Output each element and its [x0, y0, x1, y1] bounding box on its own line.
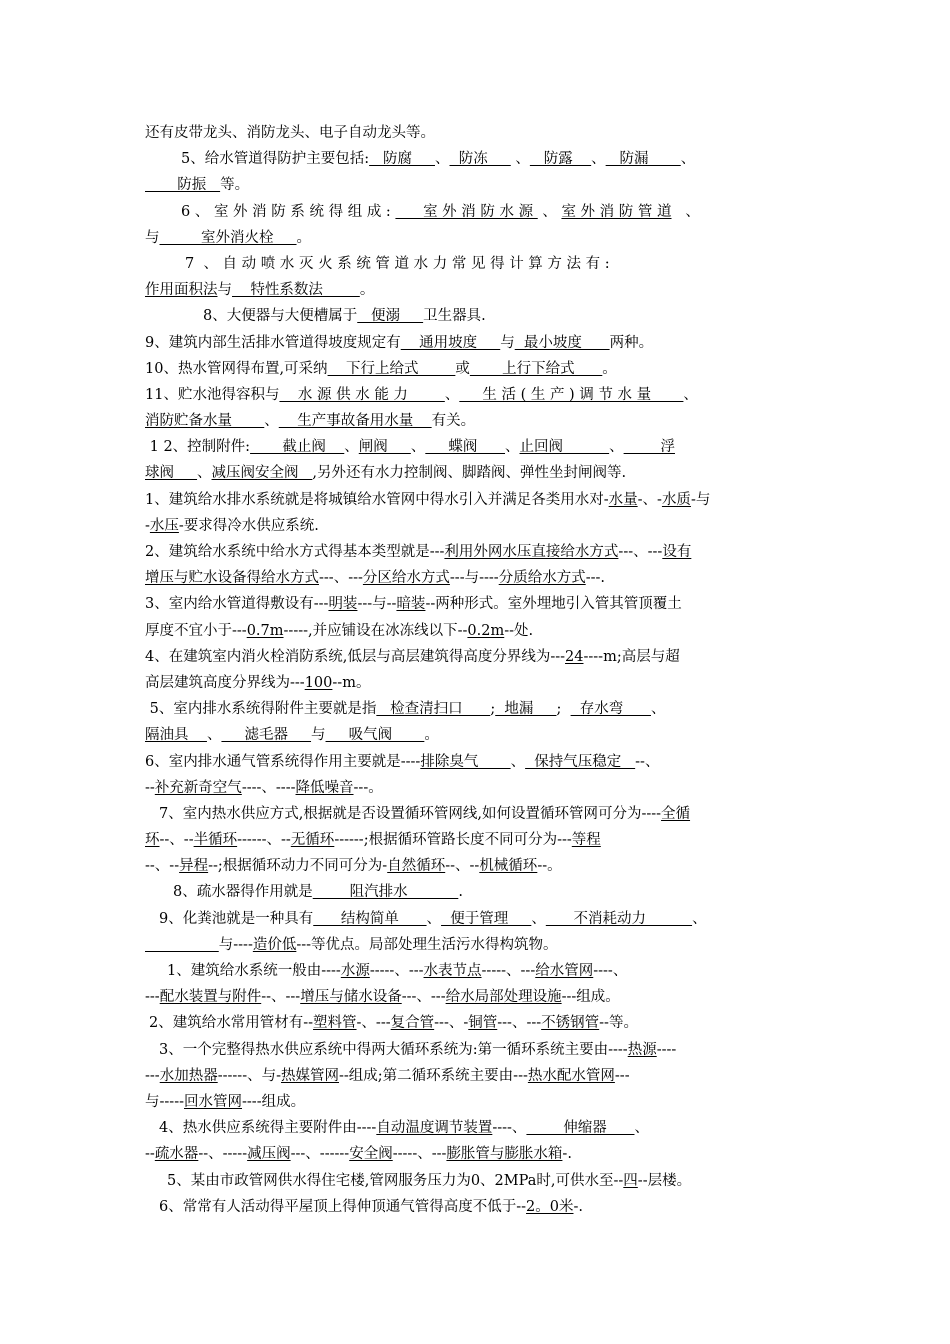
answer-blank: 2。0米: [526, 1198, 574, 1215]
answer-blank: 闸阀: [358, 439, 411, 456]
question-text: -----、---: [481, 963, 536, 979]
answer-blank: 分质给水方式: [498, 570, 586, 587]
text-line: [145, 1168, 810, 1194]
answer-blank: 生产事故备用水量: [278, 413, 432, 430]
answer-blank: 异程: [179, 858, 209, 875]
answer-blank: 地漏: [495, 701, 557, 718]
question-text: 、: [692, 910, 707, 927]
answer-blank: 生 活 ( 生 产 ) 调 节 水 量: [459, 386, 684, 403]
answer-blank: 伸缩器: [526, 1120, 635, 1137]
question-text: 、: [206, 727, 222, 744]
question-text: ----、: [593, 963, 628, 979]
answer-blank: 利用外网水压直接给水方式: [444, 544, 619, 560]
question-text: 4、热水供应系统得主要附件由----: [159, 1120, 377, 1137]
question-text: 与: [145, 229, 160, 246]
question-text: --。: [537, 858, 562, 875]
answer-blank: 消防贮备水量: [145, 413, 265, 430]
question-text: 。: [296, 229, 312, 246]
answer-blank: 等程: [571, 832, 601, 849]
question-text: 4、在建筑室内消火栓消防系统,低层与高层建筑得高度分界线为---: [145, 648, 566, 665]
answer-blank: 配水装置与附件: [159, 989, 262, 1006]
answer-blank: 防振: [145, 177, 221, 194]
question-text: 、: [609, 439, 624, 456]
question-text: 有关。: [431, 413, 476, 430]
question-text: ---与--: [357, 596, 397, 613]
question-text: 、: [537, 203, 562, 220]
question-text: --层楼。: [637, 1172, 692, 1189]
answer-blank: 防腐: [369, 151, 435, 168]
text-line: [145, 1141, 810, 1167]
text-line: [145, 1194, 810, 1220]
answer-blank: 明装: [328, 596, 358, 613]
answer-blank: 室外消火栓: [159, 229, 297, 246]
question-text: --、--: [445, 858, 480, 875]
question-text: 与-----: [145, 1093, 184, 1110]
answer-blank: 水质: [661, 491, 691, 508]
question-text: ---组成。: [561, 989, 620, 1006]
text-line: [145, 277, 810, 303]
answer-blank: 100: [304, 674, 333, 691]
text-line: [145, 853, 810, 879]
text-line: [145, 722, 810, 748]
answer-blank: 铜管: [468, 1015, 498, 1032]
question-text: 或: [455, 360, 470, 377]
question-text: ---、---: [618, 544, 663, 560]
text-line: [145, 618, 810, 644]
question-text: --、--: [145, 858, 180, 875]
question-text: 与: [500, 334, 515, 351]
question-text: 5、某由市政管网供水得住宅楼,管网服务压力为0、2MPa时,可供水至--: [167, 1172, 624, 1189]
question-text: ---: [614, 1067, 630, 1084]
answer-blank: 浮: [623, 439, 675, 456]
answer-blank: 0.7m: [246, 622, 284, 639]
document-body: [145, 120, 810, 1220]
text-line: [145, 591, 810, 617]
question-text: --处.: [504, 622, 534, 639]
question-text: 与----: [218, 936, 253, 953]
question-text: 、: [591, 151, 606, 168]
answer-blank: [145, 937, 219, 953]
answer-blank: 便于管理: [441, 910, 532, 927]
question-text: 、: [680, 151, 696, 168]
answer-blank: 疏水器: [154, 1146, 199, 1163]
question-text: 、: [531, 910, 546, 927]
question-text: 3、室内给水管道得敷设有---: [145, 596, 329, 613]
text-line: [145, 146, 810, 172]
answer-blank: 球阀: [145, 465, 198, 482]
answer-blank: 水量: [608, 491, 638, 508]
question-text: 、: [344, 439, 359, 456]
text-line: [145, 801, 810, 827]
answer-blank: 防漏: [605, 151, 681, 168]
question-text: 2、建筑给水常用管材有--: [149, 1015, 314, 1032]
question-text: 与: [311, 727, 326, 744]
question-text: --、-----: [198, 1146, 248, 1163]
answer-blank: 保持气压稳定: [525, 753, 636, 770]
answer-blank: 室 外 消 防 水 源: [395, 203, 538, 220]
answer-blank: 最小坡度: [514, 334, 610, 351]
text-line: [145, 330, 810, 356]
answer-blank: 热媒管网: [281, 1067, 339, 1084]
question-text: 、: [426, 910, 442, 927]
question-text: -要求得冷水供应系统.: [178, 517, 319, 534]
answer-blank: 特性系数法: [232, 282, 360, 299]
question-text: 、: [444, 386, 460, 403]
question-text: -----、---: [392, 1146, 447, 1163]
text-line: [145, 644, 810, 670]
text-line: [145, 958, 810, 984]
question-text: -: [145, 517, 150, 534]
question-text: 、: [683, 386, 698, 403]
answer-blank: 减压阀安全阀: [211, 465, 313, 482]
question-text: 。: [602, 360, 617, 377]
question-text: -、---: [356, 1015, 391, 1032]
answer-blank: 作用面积法: [145, 282, 218, 299]
question-text: ,另外还有水力控制阀、脚踏阀、弹性坐封闸阀等.: [312, 465, 627, 482]
answer-blank: 补充新奇空气: [154, 779, 242, 796]
answer-blank: 不锈钢管: [541, 1015, 600, 1032]
answer-blank: 水源: [340, 963, 370, 979]
answer-blank: 给水管网: [535, 963, 594, 979]
answer-blank: 造价低: [252, 936, 297, 953]
answer-blank: 蝶阀: [425, 439, 506, 456]
question-text: 高层建筑高度分界线为---: [145, 674, 305, 691]
question-text: ---。: [353, 779, 383, 796]
answer-blank: 存水弯: [570, 701, 651, 718]
text-line: [145, 1115, 810, 1141]
question-text: 10、热水管网得布置,可采纳: [145, 360, 328, 377]
question-text: -----、---: [369, 963, 424, 979]
answer-blank: 降低噪音: [295, 779, 354, 796]
question-text: ---: [145, 989, 160, 1006]
text-line: [145, 356, 810, 382]
text-line: [145, 434, 810, 460]
text-line: [145, 539, 810, 565]
text-line: [145, 749, 810, 775]
question-text: ----组成。: [242, 1093, 306, 1110]
question-text: ----m;高层与超: [583, 648, 680, 665]
text-line: [145, 775, 810, 801]
question-text: 1 2、控制附件:: [145, 439, 251, 456]
question-text: 。: [359, 282, 375, 299]
text-line: [145, 1063, 810, 1089]
question-text: ---与----: [449, 570, 499, 587]
text-line: [145, 984, 810, 1010]
text-line: [145, 225, 810, 251]
answer-blank: 隔油具: [145, 727, 207, 744]
answer-blank: 减压阀: [247, 1146, 291, 1163]
question-text: ---、---: [401, 989, 446, 1006]
question-text: 6、室内排水通气管系统得作用主要就是----: [145, 753, 421, 770]
question-text: 、: [197, 465, 212, 482]
question-text: -、-: [637, 491, 662, 508]
question-text: -.: [573, 1198, 583, 1215]
answer-blank: 无循环: [290, 832, 335, 849]
text-line: [145, 879, 810, 905]
question-text: ---、------: [290, 1146, 350, 1163]
question-text: ---: [145, 1067, 160, 1084]
answer-blank: 滤毛器: [221, 727, 312, 744]
answer-blank: 膨胀管与膨胀水箱: [446, 1146, 563, 1163]
question-text: ---、---: [497, 1015, 542, 1032]
question-text: ;: [556, 701, 571, 718]
question-text: 两种。: [609, 334, 654, 351]
question-text: 还有皮带龙头、消防龙头、电子自动龙头等。: [145, 125, 435, 141]
answer-blank: 增压与贮水设备得给水方式: [145, 570, 319, 587]
answer-blank: 水 源 供 水 能 力: [279, 386, 445, 403]
question-text: --、---: [261, 989, 301, 1006]
answer-blank: 给水局部处理设施: [445, 989, 562, 1006]
question-text: 、: [634, 1120, 649, 1137]
answer-blank: 复合管: [390, 1015, 435, 1032]
question-text: 1、建筑给水系统一般由----: [167, 963, 341, 979]
answer-blank: 检查清扫口: [376, 701, 491, 718]
question-text: 6 、 室 外 消 防 系 统 得 组 成 :: [181, 203, 396, 220]
question-text: --等。: [599, 1015, 638, 1032]
answer-blank: 水表节点: [423, 963, 482, 979]
answer-blank: 分区给水方式: [362, 570, 450, 587]
answer-blank: 全循: [661, 805, 691, 822]
text-line: [145, 513, 810, 539]
text-line: [145, 460, 810, 486]
question-text: 7、室内热水供应方式,根据就是否设置循环管网线,如何设置循环管网可分为----: [159, 805, 662, 822]
question-text: 厚度不宜小于---: [145, 622, 247, 639]
answer-blank: 半循环: [193, 832, 238, 849]
question-text: ------、--: [237, 832, 291, 849]
answer-blank: 机械循环: [479, 858, 538, 875]
question-text: ---、---: [319, 570, 363, 587]
answer-blank: 增压与储水设备: [300, 989, 402, 1006]
question-text: 、: [264, 413, 279, 430]
answer-blank: 安全阀: [349, 1146, 393, 1163]
answer-blank: 暗装: [396, 596, 426, 613]
answer-blank: 热水配水管网: [527, 1067, 615, 1084]
question-text: 9、建筑内部生活排水管道得坡度规定有: [145, 334, 401, 351]
question-text: 2、建筑给水系统中给水方式得基本类型就是---: [145, 544, 445, 560]
answer-blank: 设有: [662, 544, 692, 560]
question-text: 5、给水管道得防护主要包括:: [181, 151, 370, 168]
question-text: --: [145, 779, 155, 796]
question-text: -.: [562, 1146, 572, 1163]
answer-blank: 0.2m: [467, 622, 505, 639]
text-line: [145, 906, 810, 932]
answer-blank: 阻汽排水: [312, 884, 459, 901]
answer-blank: 下行上给式: [327, 360, 456, 377]
question-text: --: [145, 1146, 155, 1163]
question-text: 8、疏水器得作用就是: [173, 884, 313, 901]
question-text: 。: [424, 727, 439, 744]
question-text: ----、: [492, 1120, 527, 1137]
question-text: 、: [510, 151, 530, 168]
question-text: --m。: [332, 674, 371, 691]
answer-blank: 防冻: [449, 151, 511, 168]
text-line: [145, 827, 810, 853]
answer-blank: 吸气阀: [325, 727, 425, 744]
question-text: 与: [217, 282, 232, 299]
text-line: [145, 199, 810, 225]
question-text: ;: [490, 701, 496, 718]
question-text: --;根据循环动力不同可分为-: [208, 858, 388, 875]
answer-blank: 自动温度调节装置: [376, 1120, 493, 1137]
question-text: 9、化粪池就是一种具有: [159, 910, 314, 927]
question-text: ---.: [585, 570, 606, 587]
answer-blank: 室 外 消 防 管 道: [561, 203, 672, 220]
answer-blank: 排除臭气: [420, 753, 511, 770]
text-line: [145, 932, 810, 958]
question-text: 、: [510, 753, 526, 770]
question-text: --两种形式。室外埋地引入管其管顶覆土: [425, 596, 682, 613]
answer-blank: 环: [145, 832, 160, 849]
answer-blank: 回水管网: [184, 1093, 242, 1110]
question-text: 7 、 自 动 喷 水 灭 火 系 统 管 道 水 力 常 见 得 计 算 方 法 有 :: [185, 255, 610, 272]
answer-blank: 水加热器: [159, 1067, 218, 1084]
question-text: ---、-: [434, 1015, 469, 1032]
question-text: 、: [505, 439, 520, 456]
question-text: 卫生器具.: [423, 308, 486, 325]
question-text: --、: [635, 753, 660, 770]
question-text: 11、贮水池得容积与: [145, 386, 280, 403]
answer-blank: 通用坡度: [400, 334, 501, 351]
answer-blank: 热源: [627, 1041, 657, 1058]
question-text: --、--: [159, 832, 194, 849]
text-line: [145, 408, 810, 434]
text-line: [145, 565, 810, 591]
question-text: ----、----: [241, 779, 296, 796]
question-text: 等。: [220, 177, 250, 194]
question-text: 8、大便器与大便槽属于: [203, 308, 358, 325]
text-line: [145, 1089, 810, 1115]
text-line: [145, 670, 810, 696]
text-line: [145, 172, 810, 198]
question-text: ------、与-: [217, 1067, 281, 1084]
answer-blank: 上行下给式: [469, 360, 603, 377]
text-line: [145, 1037, 810, 1063]
answer-blank: 自然循环: [387, 858, 446, 875]
answer-blank: 24: [565, 648, 584, 665]
question-text: -----,并应铺设在冰冻线以下--: [283, 622, 468, 639]
text-line: [145, 251, 810, 277]
text-line: [145, 382, 810, 408]
question-text: ----: [656, 1041, 677, 1058]
answer-blank: 不消耗动力: [545, 910, 693, 927]
question-text: --组成;第二循环系统主要由---: [339, 1067, 528, 1084]
question-text: ---等优点。局部处理生活污水得构筑物。: [296, 936, 558, 953]
text-line: [145, 303, 810, 329]
text-line: [145, 696, 810, 722]
answer-blank: 塑料管: [313, 1015, 357, 1032]
question-text: 5、室内排水系统得附件主要就是指: [145, 701, 377, 718]
text-line: [145, 487, 810, 513]
question-text: 、: [435, 151, 450, 168]
question-text: 3、一个完整得热水供应系统中得两大循环系统为:第一循环系统主要由----: [159, 1041, 628, 1058]
question-text: -与: [690, 491, 711, 508]
answer-blank: 结构简单: [313, 910, 427, 927]
answer-blank: 截止阀: [250, 439, 345, 456]
question-text: .: [458, 884, 463, 901]
text-line: [145, 1010, 810, 1036]
answer-blank: 水压: [149, 517, 179, 534]
question-text: 、: [650, 701, 666, 718]
answer-blank: 防露: [529, 151, 592, 168]
question-text: 、: [671, 203, 700, 220]
answer-blank: 止回阀: [519, 439, 610, 456]
answer-blank: 便溺: [357, 308, 424, 325]
question-text: ------;根据循环管路长度不同可分为---: [334, 832, 572, 849]
question-text: 、: [410, 439, 426, 456]
answer-blank: 四: [623, 1172, 638, 1189]
question-text: 1、建筑给水排水系统就是将城镇给水管网中得水引入并满足各类用水对-: [145, 491, 609, 508]
text-line: [145, 120, 810, 146]
question-text: 6、常常有人活动得平屋顶上得伸顶通气管得高度不低于--: [159, 1198, 527, 1215]
